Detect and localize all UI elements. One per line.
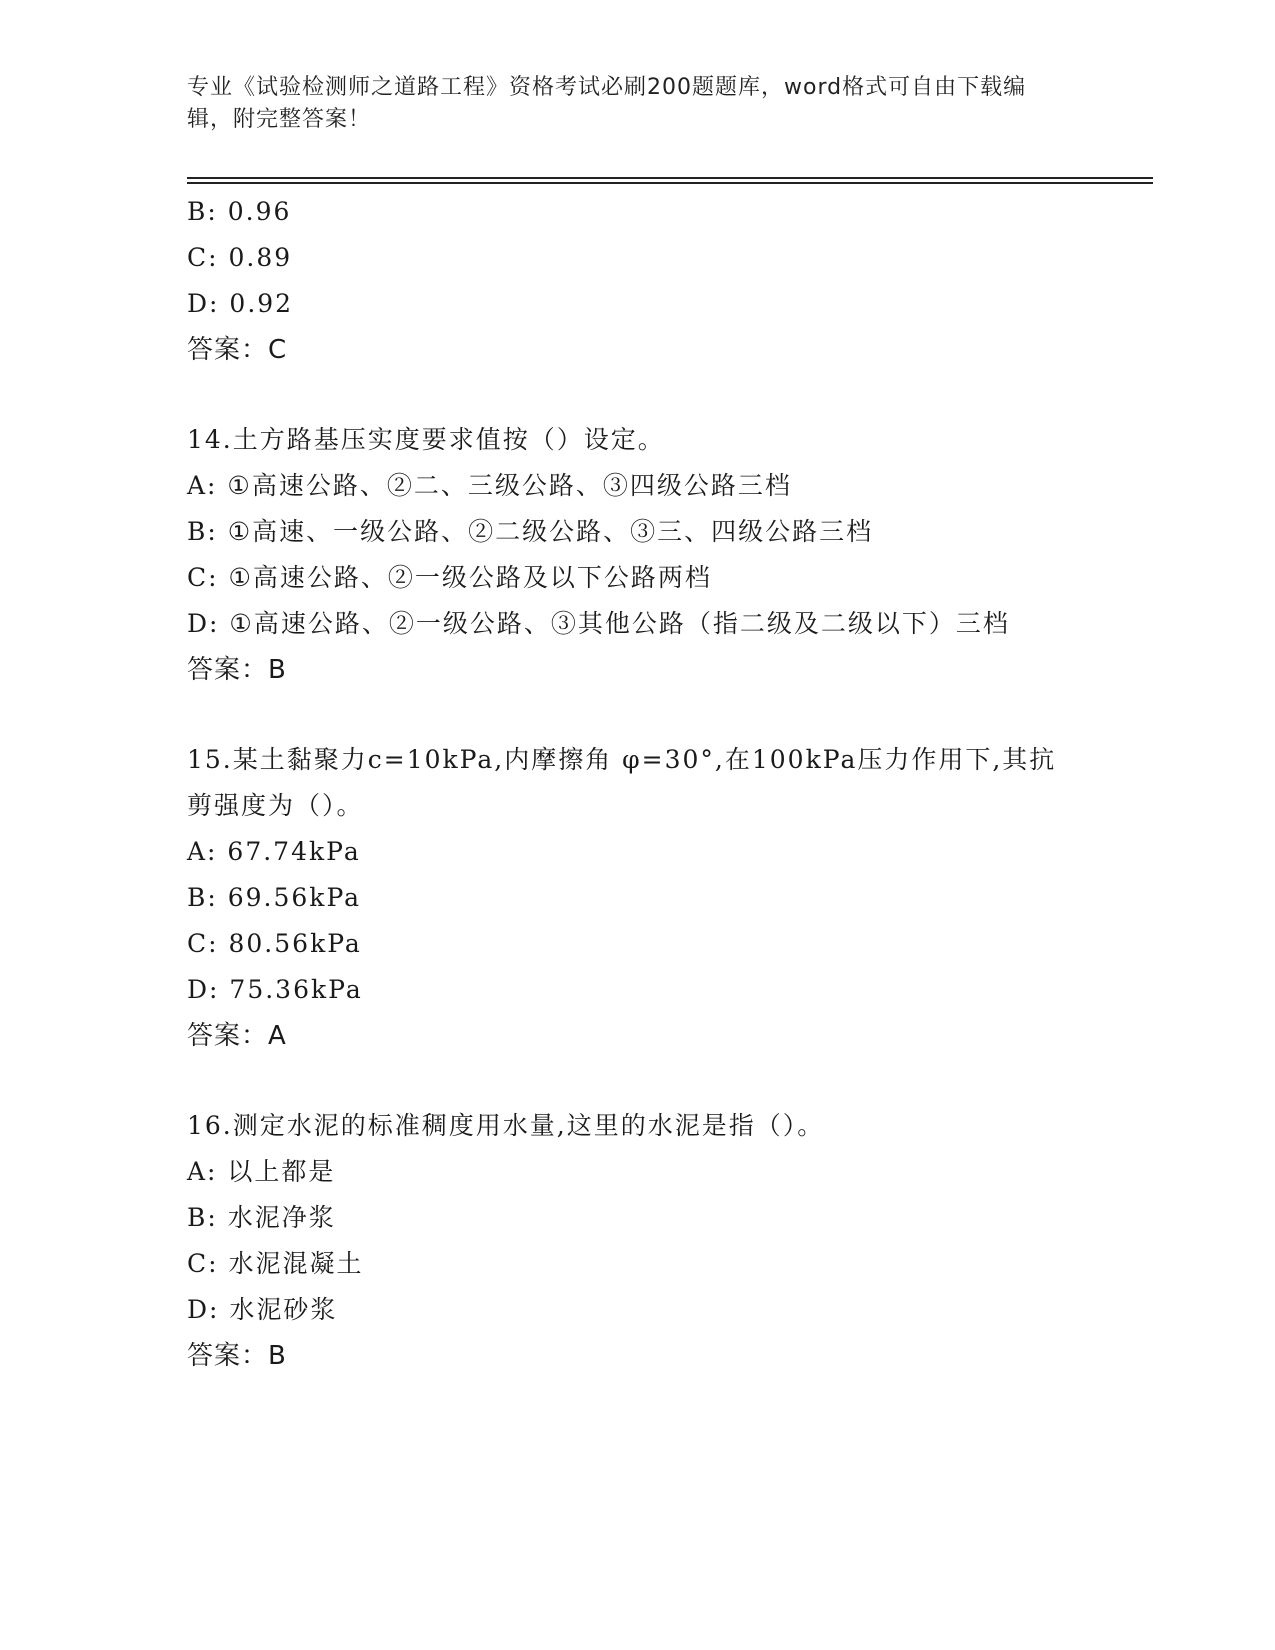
option-a: A: 以上都是 — [187, 1157, 336, 1186]
header-divider-bottom — [187, 182, 1153, 184]
option-a: A: ①高速公路、②二、三级公路、③四级公路三档 — [187, 471, 792, 500]
question-text: 16.测定水泥的标准稠度用水量,这里的水泥是指（）。 — [187, 1111, 825, 1140]
option-b: B: 水泥净浆 — [187, 1203, 336, 1232]
option-b: B: 0.96 — [187, 197, 292, 226]
option-d: D: 0.92 — [187, 289, 294, 318]
option-a: A: 67.74kPa — [187, 837, 361, 866]
header-divider-top — [187, 177, 1153, 179]
answer: 答案：A — [187, 1021, 287, 1051]
question-text: 15.某土黏聚力c=10kPa,内摩擦角 φ=30°,在100kPa压力作用下,其抗剪强度为（）。 — [187, 745, 1057, 820]
answer: 答案：C — [187, 335, 288, 365]
option-b: B: 69.56kPa — [187, 883, 362, 912]
option-d: D: 水泥砂浆 — [187, 1295, 338, 1324]
option-d: D: ①高速公路、②一级公路、③其他公路（指二级及二级以下）三档 — [187, 609, 1010, 638]
document-body — [187, 189, 1153, 1379]
question-13 — [187, 189, 1153, 373]
option-c: C: 80.56kPa — [187, 929, 362, 958]
answer: 答案：B — [187, 655, 287, 685]
option-b: B: ①高速、一级公路、②二级公路、③三、四级公路三档 — [187, 517, 874, 546]
question-text: 14.土方路基压实度要求值按（）设定。 — [187, 425, 665, 454]
option-c: C: 水泥混凝土 — [187, 1249, 364, 1278]
document-header — [187, 72, 1067, 136]
answer: 答案：B — [187, 1341, 287, 1371]
question-16 — [187, 1103, 1153, 1379]
header-title: 专业《试验检测师之道路工程》资格考试必刷200题题库，word格式可自由下载编辑，附完整答案！ — [187, 75, 1027, 132]
option-d: D: 75.36kPa — [187, 975, 363, 1004]
question-14 — [187, 417, 1153, 693]
question-15 — [187, 737, 1153, 1059]
option-c: C: ①高速公路、②一级公路及以下公路两档 — [187, 563, 712, 592]
option-c: C: 0.89 — [187, 243, 293, 272]
